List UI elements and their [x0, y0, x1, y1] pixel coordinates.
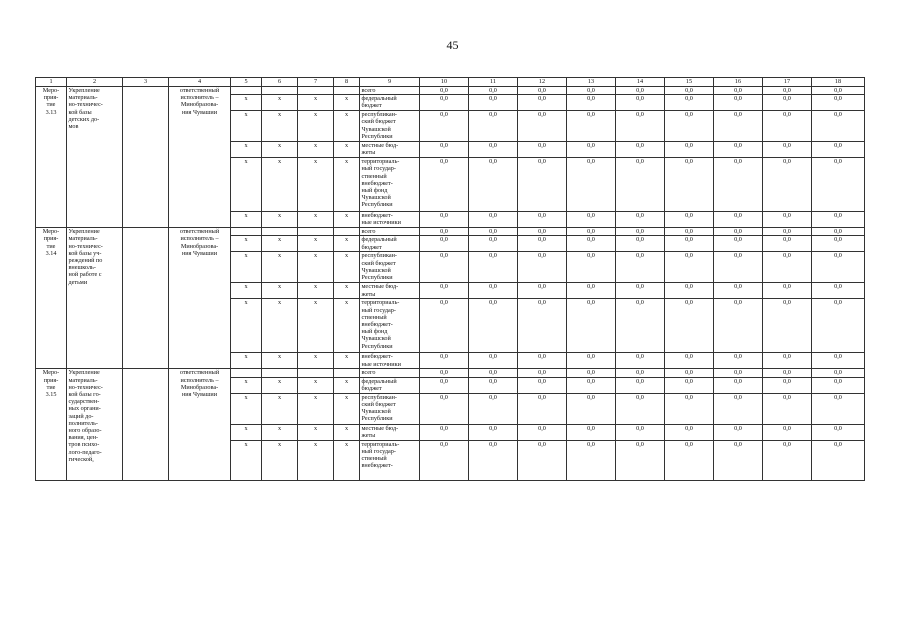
value-cell: 0,0: [812, 299, 865, 353]
code-cell: [262, 369, 298, 377]
value-cell: 0,0: [714, 424, 763, 440]
event-number-cell: Меро- прия- тие 3.15: [36, 369, 67, 480]
code-cell: х: [262, 283, 298, 299]
value-cell: 0,0: [469, 87, 518, 95]
value-cell: 0,0: [420, 87, 469, 95]
code-cell: х: [231, 212, 262, 228]
value-cell: 0,0: [812, 377, 865, 393]
value-cell: 0,0: [812, 236, 865, 252]
code-cell: х: [262, 95, 298, 111]
table-row: [36, 228, 865, 236]
value-cell: 0,0: [616, 377, 665, 393]
value-cell: 0,0: [518, 440, 567, 480]
value-cell: 0,0: [665, 299, 714, 353]
value-cell: 0,0: [469, 353, 518, 369]
value-cell: 0,0: [420, 142, 469, 158]
code-cell: х: [298, 111, 334, 142]
value-cell: 0,0: [763, 424, 812, 440]
code-cell: х: [298, 353, 334, 369]
code-cell: х: [231, 158, 262, 212]
funding-source-cell: республикан- ский бюджет Чувашской Республики: [360, 111, 420, 142]
value-cell: 0,0: [665, 377, 714, 393]
value-cell: 0,0: [518, 95, 567, 111]
value-cell: 0,0: [469, 299, 518, 353]
value-cell: 0,0: [812, 212, 865, 228]
code-cell: [262, 228, 298, 236]
value-cell: 0,0: [714, 212, 763, 228]
code-cell: [298, 87, 334, 95]
value-cell: 0,0: [567, 252, 616, 283]
value-cell: 0,0: [763, 369, 812, 377]
budget-table: [35, 77, 865, 481]
value-cell: 0,0: [714, 440, 763, 480]
value-cell: 0,0: [714, 252, 763, 283]
funding-source-cell: территориаль- ный государ- ственный внебюджет-: [360, 440, 420, 480]
value-cell: 0,0: [665, 424, 714, 440]
value-cell: 0,0: [469, 283, 518, 299]
value-cell: 0,0: [763, 212, 812, 228]
value-cell: 0,0: [763, 158, 812, 212]
header-cell: 16: [714, 78, 763, 87]
code-cell: х: [334, 111, 360, 142]
value-cell: 0,0: [469, 158, 518, 212]
code-cell: х: [231, 299, 262, 353]
value-cell: 0,0: [420, 111, 469, 142]
code-cell: х: [334, 212, 360, 228]
value-cell: 0,0: [567, 353, 616, 369]
event-name-cell: Укрепление материаль- но-техничес- кой базы детских до- мов: [67, 87, 123, 228]
value-cell: 0,0: [763, 236, 812, 252]
value-cell: 0,0: [469, 393, 518, 424]
code-cell: х: [334, 353, 360, 369]
funding-source-cell: местные бюд- жеты: [360, 424, 420, 440]
value-cell: 0,0: [469, 377, 518, 393]
code-cell: х: [298, 440, 334, 480]
value-cell: 0,0: [567, 283, 616, 299]
funding-source-cell: федеральный бюджет: [360, 236, 420, 252]
header-cell: 7: [298, 78, 334, 87]
value-cell: 0,0: [518, 236, 567, 252]
value-cell: 0,0: [812, 252, 865, 283]
value-cell: 0,0: [616, 142, 665, 158]
code-cell: [298, 228, 334, 236]
header-cell: 11: [469, 78, 518, 87]
value-cell: 0,0: [812, 111, 865, 142]
header-cell: 1: [36, 78, 67, 87]
value-cell: 0,0: [763, 142, 812, 158]
funding-source-cell: всего: [360, 369, 420, 377]
value-cell: 0,0: [812, 95, 865, 111]
funding-source-cell: всего: [360, 228, 420, 236]
code-cell: х: [231, 95, 262, 111]
value-cell: 0,0: [567, 369, 616, 377]
value-cell: 0,0: [420, 236, 469, 252]
code-cell: х: [334, 299, 360, 353]
value-cell: 0,0: [420, 158, 469, 212]
value-cell: 0,0: [469, 369, 518, 377]
code-cell: х: [231, 353, 262, 369]
table-row: [36, 369, 865, 377]
value-cell: 0,0: [420, 228, 469, 236]
code-cell: х: [334, 142, 360, 158]
empty-cell: [123, 87, 169, 228]
value-cell: 0,0: [714, 283, 763, 299]
value-cell: 0,0: [420, 95, 469, 111]
value-cell: 0,0: [567, 236, 616, 252]
value-cell: 0,0: [763, 393, 812, 424]
value-cell: 0,0: [518, 393, 567, 424]
value-cell: 0,0: [665, 353, 714, 369]
value-cell: 0,0: [812, 353, 865, 369]
value-cell: 0,0: [469, 424, 518, 440]
code-cell: х: [231, 283, 262, 299]
funding-source-cell: внебюджет- ные источники: [360, 353, 420, 369]
code-cell: х: [262, 353, 298, 369]
value-cell: 0,0: [518, 369, 567, 377]
header-cell: 2: [67, 78, 123, 87]
value-cell: 0,0: [616, 299, 665, 353]
value-cell: 0,0: [616, 369, 665, 377]
value-cell: 0,0: [616, 353, 665, 369]
code-cell: х: [231, 252, 262, 283]
value-cell: 0,0: [469, 236, 518, 252]
header-cell: 6: [262, 78, 298, 87]
code-cell: х: [262, 440, 298, 480]
code-cell: х: [298, 377, 334, 393]
code-cell: [262, 87, 298, 95]
event-number-cell: Меро- прия- тие 3.14: [36, 228, 67, 369]
value-cell: 0,0: [714, 353, 763, 369]
code-cell: х: [262, 111, 298, 142]
code-cell: х: [334, 283, 360, 299]
code-cell: х: [262, 377, 298, 393]
value-cell: 0,0: [469, 252, 518, 283]
value-cell: 0,0: [812, 393, 865, 424]
value-cell: 0,0: [665, 158, 714, 212]
empty-cell: [123, 369, 169, 480]
value-cell: 0,0: [567, 87, 616, 95]
value-cell: 0,0: [567, 95, 616, 111]
funding-source-cell: республикан- ский бюджет Чувашской Республики: [360, 393, 420, 424]
value-cell: 0,0: [518, 158, 567, 212]
value-cell: 0,0: [665, 393, 714, 424]
value-cell: 0,0: [567, 299, 616, 353]
value-cell: 0,0: [714, 393, 763, 424]
header-cell: 18: [812, 78, 865, 87]
value-cell: 0,0: [763, 299, 812, 353]
value-cell: 0,0: [567, 158, 616, 212]
code-cell: х: [262, 212, 298, 228]
code-cell: х: [298, 158, 334, 212]
code-cell: х: [334, 440, 360, 480]
code-cell: х: [298, 212, 334, 228]
value-cell: 0,0: [518, 228, 567, 236]
executor-cell: ответственный исполнитель – Минобразова- ния Чувашии: [169, 228, 231, 369]
value-cell: 0,0: [763, 252, 812, 283]
value-cell: 0,0: [518, 299, 567, 353]
value-cell: 0,0: [616, 212, 665, 228]
code-cell: х: [334, 95, 360, 111]
code-cell: х: [298, 95, 334, 111]
value-cell: 0,0: [420, 377, 469, 393]
value-cell: 0,0: [714, 228, 763, 236]
value-cell: 0,0: [665, 252, 714, 283]
event-number-cell: Меро- прия- тие 3.13: [36, 87, 67, 228]
value-cell: 0,0: [763, 440, 812, 480]
value-cell: 0,0: [616, 158, 665, 212]
value-cell: 0,0: [420, 353, 469, 369]
value-cell: 0,0: [812, 369, 865, 377]
value-cell: 0,0: [714, 142, 763, 158]
header-row: [36, 78, 865, 87]
code-cell: х: [231, 142, 262, 158]
value-cell: 0,0: [714, 377, 763, 393]
funding-source-cell: территориаль- ный государ- ственный внебюджет- ный фонд Чувашской Республики: [360, 158, 420, 212]
value-cell: 0,0: [420, 369, 469, 377]
value-cell: 0,0: [518, 212, 567, 228]
value-cell: 0,0: [665, 440, 714, 480]
value-cell: 0,0: [567, 377, 616, 393]
value-cell: 0,0: [812, 228, 865, 236]
funding-source-cell: республикан- ский бюджет Чувашской Республики: [360, 252, 420, 283]
code-cell: [298, 369, 334, 377]
value-cell: 0,0: [518, 142, 567, 158]
header-cell: 3: [123, 78, 169, 87]
value-cell: 0,0: [420, 212, 469, 228]
code-cell: х: [231, 440, 262, 480]
value-cell: 0,0: [616, 424, 665, 440]
code-cell: х: [298, 252, 334, 283]
value-cell: 0,0: [763, 283, 812, 299]
value-cell: 0,0: [420, 424, 469, 440]
page-number: 45: [446, 38, 459, 52]
value-cell: 0,0: [518, 377, 567, 393]
executor-cell: ответственный исполнитель – Минобразова- ния Чувашии: [169, 87, 231, 228]
value-cell: 0,0: [567, 424, 616, 440]
value-cell: 0,0: [763, 228, 812, 236]
funding-source-cell: внебюджет- ные источники: [360, 212, 420, 228]
value-cell: 0,0: [812, 87, 865, 95]
value-cell: 0,0: [665, 95, 714, 111]
value-cell: 0,0: [420, 252, 469, 283]
value-cell: 0,0: [812, 158, 865, 212]
value-cell: 0,0: [469, 111, 518, 142]
code-cell: х: [231, 236, 262, 252]
value-cell: 0,0: [812, 440, 865, 480]
value-cell: 0,0: [763, 111, 812, 142]
code-cell: х: [262, 142, 298, 158]
header-cell: 8: [334, 78, 360, 87]
code-cell: [231, 369, 262, 377]
header-cell: 17: [763, 78, 812, 87]
value-cell: 0,0: [714, 111, 763, 142]
value-cell: 0,0: [812, 283, 865, 299]
code-cell: х: [334, 236, 360, 252]
value-cell: 0,0: [469, 440, 518, 480]
value-cell: 0,0: [665, 283, 714, 299]
funding-source-cell: всего: [360, 87, 420, 95]
code-cell: х: [334, 377, 360, 393]
code-cell: х: [334, 424, 360, 440]
code-cell: х: [231, 424, 262, 440]
value-cell: 0,0: [714, 95, 763, 111]
value-cell: 0,0: [518, 353, 567, 369]
header-cell: 9: [360, 78, 420, 87]
value-cell: 0,0: [714, 236, 763, 252]
header-cell: 5: [231, 78, 262, 87]
value-cell: 0,0: [714, 369, 763, 377]
event-name-cell: Укрепление материаль- но-техничес- кой базы уч- реждений по внешколь- ной работе с детьми: [67, 228, 123, 369]
code-cell: х: [298, 299, 334, 353]
code-cell: [334, 87, 360, 95]
value-cell: 0,0: [665, 111, 714, 142]
header-cell: 13: [567, 78, 616, 87]
value-cell: 0,0: [763, 377, 812, 393]
value-cell: 0,0: [469, 228, 518, 236]
value-cell: 0,0: [420, 393, 469, 424]
value-cell: 0,0: [763, 95, 812, 111]
value-cell: 0,0: [518, 424, 567, 440]
value-cell: 0,0: [714, 87, 763, 95]
funding-source-cell: территориаль- ный государ- ственный внебюджет- ный фонд Чувашской Республики: [360, 299, 420, 353]
value-cell: 0,0: [567, 212, 616, 228]
header-cell: 14: [616, 78, 665, 87]
value-cell: 0,0: [616, 111, 665, 142]
value-cell: 0,0: [665, 228, 714, 236]
code-cell: х: [298, 142, 334, 158]
code-cell: х: [231, 377, 262, 393]
value-cell: 0,0: [518, 283, 567, 299]
executor-cell: ответственный исполнитель – Минобразова- ния Чувашии: [169, 369, 231, 480]
value-cell: 0,0: [763, 353, 812, 369]
code-cell: [231, 228, 262, 236]
value-cell: 0,0: [567, 393, 616, 424]
value-cell: 0,0: [469, 212, 518, 228]
value-cell: 0,0: [518, 87, 567, 95]
code-cell: х: [262, 393, 298, 424]
funding-source-cell: федеральный бюджет: [360, 95, 420, 111]
value-cell: 0,0: [420, 299, 469, 353]
value-cell: 0,0: [469, 142, 518, 158]
header-cell: 10: [420, 78, 469, 87]
code-cell: х: [262, 158, 298, 212]
table-row: [36, 87, 865, 95]
code-cell: [231, 87, 262, 95]
code-cell: х: [298, 424, 334, 440]
value-cell: 0,0: [812, 424, 865, 440]
value-cell: 0,0: [567, 228, 616, 236]
code-cell: х: [334, 158, 360, 212]
funding-source-cell: местные бюд- жеты: [360, 142, 420, 158]
value-cell: 0,0: [665, 142, 714, 158]
code-cell: х: [262, 424, 298, 440]
value-cell: 0,0: [567, 440, 616, 480]
event-name-cell: Укрепление материаль- но-техничес- кой базы го- сударствен- ных органи- заций до- полнитель- ного образо- вания, цен- тров психо- лого-педаго- гической,: [67, 369, 123, 480]
header-cell: 4: [169, 78, 231, 87]
value-cell: 0,0: [469, 95, 518, 111]
code-cell: х: [231, 111, 262, 142]
code-cell: х: [262, 299, 298, 353]
code-cell: х: [262, 236, 298, 252]
value-cell: 0,0: [616, 252, 665, 283]
empty-cell: [123, 228, 169, 369]
value-cell: 0,0: [567, 111, 616, 142]
value-cell: 0,0: [714, 299, 763, 353]
code-cell: х: [231, 393, 262, 424]
value-cell: 0,0: [665, 87, 714, 95]
code-cell: х: [298, 393, 334, 424]
value-cell: 0,0: [616, 228, 665, 236]
value-cell: 0,0: [665, 212, 714, 228]
funding-source-cell: федеральный бюджет: [360, 377, 420, 393]
value-cell: 0,0: [616, 283, 665, 299]
value-cell: 0,0: [420, 283, 469, 299]
header-cell: 12: [518, 78, 567, 87]
value-cell: 0,0: [665, 369, 714, 377]
value-cell: 0,0: [567, 142, 616, 158]
code-cell: [334, 369, 360, 377]
funding-source-cell: местные бюд- жеты: [360, 283, 420, 299]
value-cell: 0,0: [616, 87, 665, 95]
header-cell: 15: [665, 78, 714, 87]
value-cell: 0,0: [616, 236, 665, 252]
value-cell: 0,0: [518, 252, 567, 283]
value-cell: 0,0: [518, 111, 567, 142]
value-cell: 0,0: [420, 440, 469, 480]
value-cell: 0,0: [812, 142, 865, 158]
value-cell: 0,0: [616, 440, 665, 480]
value-cell: 0,0: [616, 95, 665, 111]
code-cell: х: [298, 236, 334, 252]
value-cell: 0,0: [616, 393, 665, 424]
code-cell: х: [298, 283, 334, 299]
code-cell: х: [334, 252, 360, 283]
value-cell: 0,0: [763, 87, 812, 95]
code-cell: х: [334, 393, 360, 424]
code-cell: [334, 228, 360, 236]
value-cell: 0,0: [665, 236, 714, 252]
code-cell: х: [262, 252, 298, 283]
value-cell: 0,0: [714, 158, 763, 212]
